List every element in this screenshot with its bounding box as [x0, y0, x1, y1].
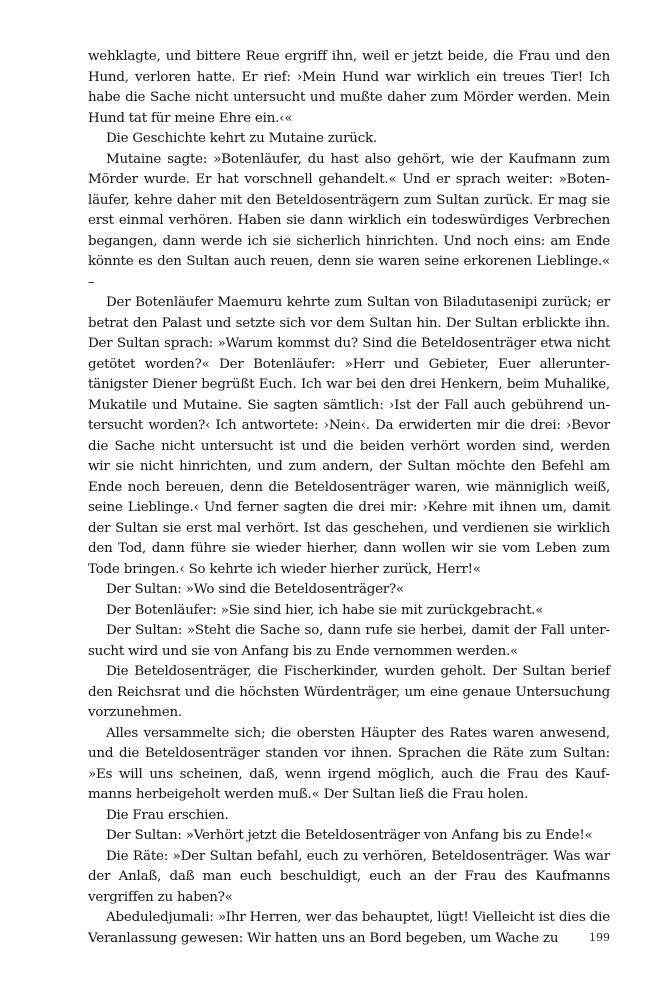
paragraph-8: Die Beteldosenträger, die Fischerkinder, wurden geholt. Der Sultan berief den Reichsrat und die höchsten Würdenträger, um eine genaue Untersuchung vorzunehmen.	[88, 664, 610, 720]
paragraph-5: Der Sultan: »Wo sind die Beteldosenträger?«	[106, 582, 405, 597]
paragraph-3: Mutaine sagte: »Botenläufer, du hast also gehört, wie der Kaufmann zum Mörder wurde. Er hat vorschnell gehandelt.« Und er sprach weiter: »Botenläufer, kehre daher mit den Beteldosenträgern zum Sultan zurück. Er mag sie erst einmal verhören. Haben sie dann wirklich ein todeswürdiges Verbrechen begangen, dann werde ich sie sicherlich hinrichten. Und noch eins: am Ende könnte es den Sultan auch reuen, denn sie waren seine erkorenen Lieblinge.« –	[88, 151, 610, 290]
paragraph-1: wehklagte, und bittere Reue ergriff ihn, weil er jetzt beide, die Frau und den Hund, verloren hatte. Er rief: ›Mein Hund war wirklich ein treues Tier! Ich habe die Sache nicht untersucht und mußte daher zum Mörder werden. Mein Hund tat für meine Ehre ein.‹«	[88, 49, 610, 126]
page-body	[88, 47, 610, 949]
paragraph-11: Der Sultan: »Verhört jetzt die Beteldosenträger von Anfang bis zu Ende!«	[106, 828, 593, 843]
paragraph-10: Die Frau erschien.	[106, 807, 229, 823]
paragraph-13: Abeduledjumali: »Ihr Herren, wer das behauptet, lügt! Vielleicht ist dies die Veranlassung gewesen: Wir hatten uns an Bord begeben, um Wache zu	[88, 910, 610, 946]
paragraph-9: Alles versammelte sich; die obersten Häupter des Rates waren anwesend, und die Beteldosenträger standen vor ihnen. Sprachen die Räte zum Sultan: »Es will uns scheinen, daß, wenn irgend möglich, auch die Frau des Kaufmanns herbeigeholt werden muß.« Der Sultan ließ die Frau holen.	[88, 725, 610, 802]
paragraph-12: Die Räte: »Der Sultan befahl, euch zu verhören, Beteldosenträger. Was war der Anlaß, daß man euch beschuldigt, euch an der Frau des Kaufmanns vergriffen zu haben?«	[88, 848, 610, 905]
paragraph-7: Der Sultan: »Steht die Sache so, dann rufe sie herbei, damit der Fall untersucht wird und sie von Anfang bis zu Ende vernommen werden.«	[88, 623, 610, 659]
paragraph-6: Der Botenläufer: »Sie sind hier, ich habe sie mit zurückgebracht.«	[106, 602, 544, 618]
page-number: 199	[589, 931, 610, 944]
paragraph-2: Die Geschichte kehrt zu Mutaine zurück.	[106, 131, 377, 146]
paragraph-4: Der Botenläufer Maemuru kehrte zum Sultan von Biladutasenipi zurück; er betrat den Palast und setzte sich vor dem Sultan hin. Der Sultan erblickte ihn. Der Sultan sprach: »Warum kommst du? Sind die Beteldosenträger etwa nicht getötet worden?« Der Botenläufer: »Herr und Gebieter, Euer alleruntertänigster Diener begrüßt Euch. Ich war bei den drei Henkern, beim Muhalike, Mukatile und Mutaine. Sie sagten sämtlich: ›Ist der Fall auch gebührend untersucht worden?‹ Ich antwortete: ›Nein‹. Da erwiderten mir die drei: ›Bevor die Sache nicht untersucht ist und die beiden verhört worden sind, werden wir sie nicht hinrichten, und zum andern, der Sultan möchte den Befehl am Ende noch bereuen, denn die Beteldosenträger waren, wie männiglich weiß, seine Lieblinge.‹ Und ferner sagten die drei mir: ›Kehre mit ihnen um, damit der Sultan sie erst mal verhört. Ist das geschehen, und verdienen sie wirklich den Tod, dann führe sie wieder hierher, dann wollen wir sie vom Leben zum Tode bringen.‹ So kehrte ich wieder hierher zurück, Herr!«	[88, 295, 610, 577]
